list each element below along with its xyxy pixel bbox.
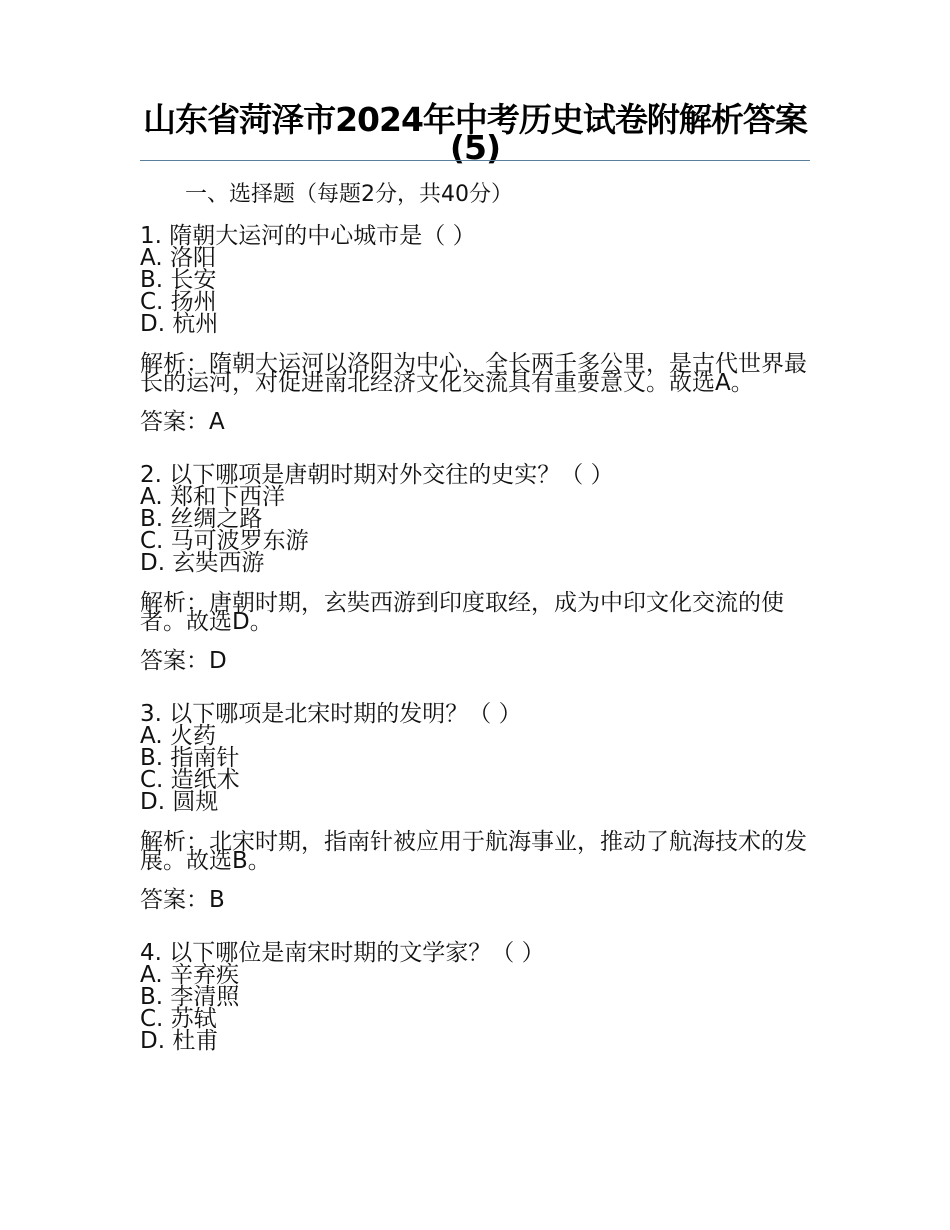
option-b: B. 长安: [140, 267, 217, 293]
title-underline: [140, 160, 810, 161]
option-a: A. 辛弃疾: [140, 962, 239, 988]
option-d: D. 杜甫: [140, 1028, 219, 1054]
question-1: [140, 225, 812, 464]
option-c: C. 马可波罗东游: [140, 528, 309, 554]
question-4: [140, 942, 812, 1181]
question-2: [140, 464, 812, 703]
option-c: C. 苏轼: [140, 1006, 217, 1032]
question-answer: 答案：B: [140, 887, 225, 913]
option-a: A. 洛阳: [140, 245, 216, 271]
option-b: B. 指南针: [140, 745, 240, 771]
option-c: C. 造纸术: [140, 767, 240, 793]
question-explanation: 解析：唐朝时期，玄奘西游到印度取经，成为中印文化交流的使者。故选D。: [140, 590, 784, 635]
option-d: D. 玄奘西游: [140, 550, 265, 576]
question-stem: 3. 以下哪项是北宋时期的发明？（ ）: [140, 701, 522, 727]
document-title: 山东省菏泽市2024年中考历史试卷附解析答案(5): [143, 100, 807, 167]
question-answer: 答案：A: [140, 409, 225, 435]
option-a: A. 郑和下西洋: [140, 484, 285, 510]
option-d: D. 圆规: [140, 789, 219, 815]
question-answer: 答案：D: [140, 648, 227, 674]
option-b: B. 李清照: [140, 984, 240, 1010]
question-list: [140, 225, 812, 1181]
option-d: D. 杭州: [140, 311, 219, 337]
question-explanation: 解析：隋朝大运河以洛阳为中心，全长两千多公里，是古代世界最长的运河，对促进南北经济文化交流具有重要意义。故选A。: [140, 351, 807, 396]
question-explanation: 解析：北宋时期，指南针被应用于航海事业，推动了航海技术的发展。故选B。: [140, 829, 807, 874]
section-heading: 一、选择题（每题2分，共40分）: [185, 182, 513, 207]
question-stem: 2. 以下哪项是唐朝时期对外交往的史实？（ ）: [140, 462, 614, 488]
question-stem: 1. 隋朝大运河的中心城市是（ ）: [140, 223, 476, 249]
option-a: A. 火药: [140, 723, 216, 749]
question-stem: 4. 以下哪位是南宋时期的文学家？（ ）: [140, 940, 545, 966]
option-c: C. 扬州: [140, 289, 217, 315]
option-b: B. 丝绸之路: [140, 506, 263, 532]
question-3: [140, 703, 812, 942]
